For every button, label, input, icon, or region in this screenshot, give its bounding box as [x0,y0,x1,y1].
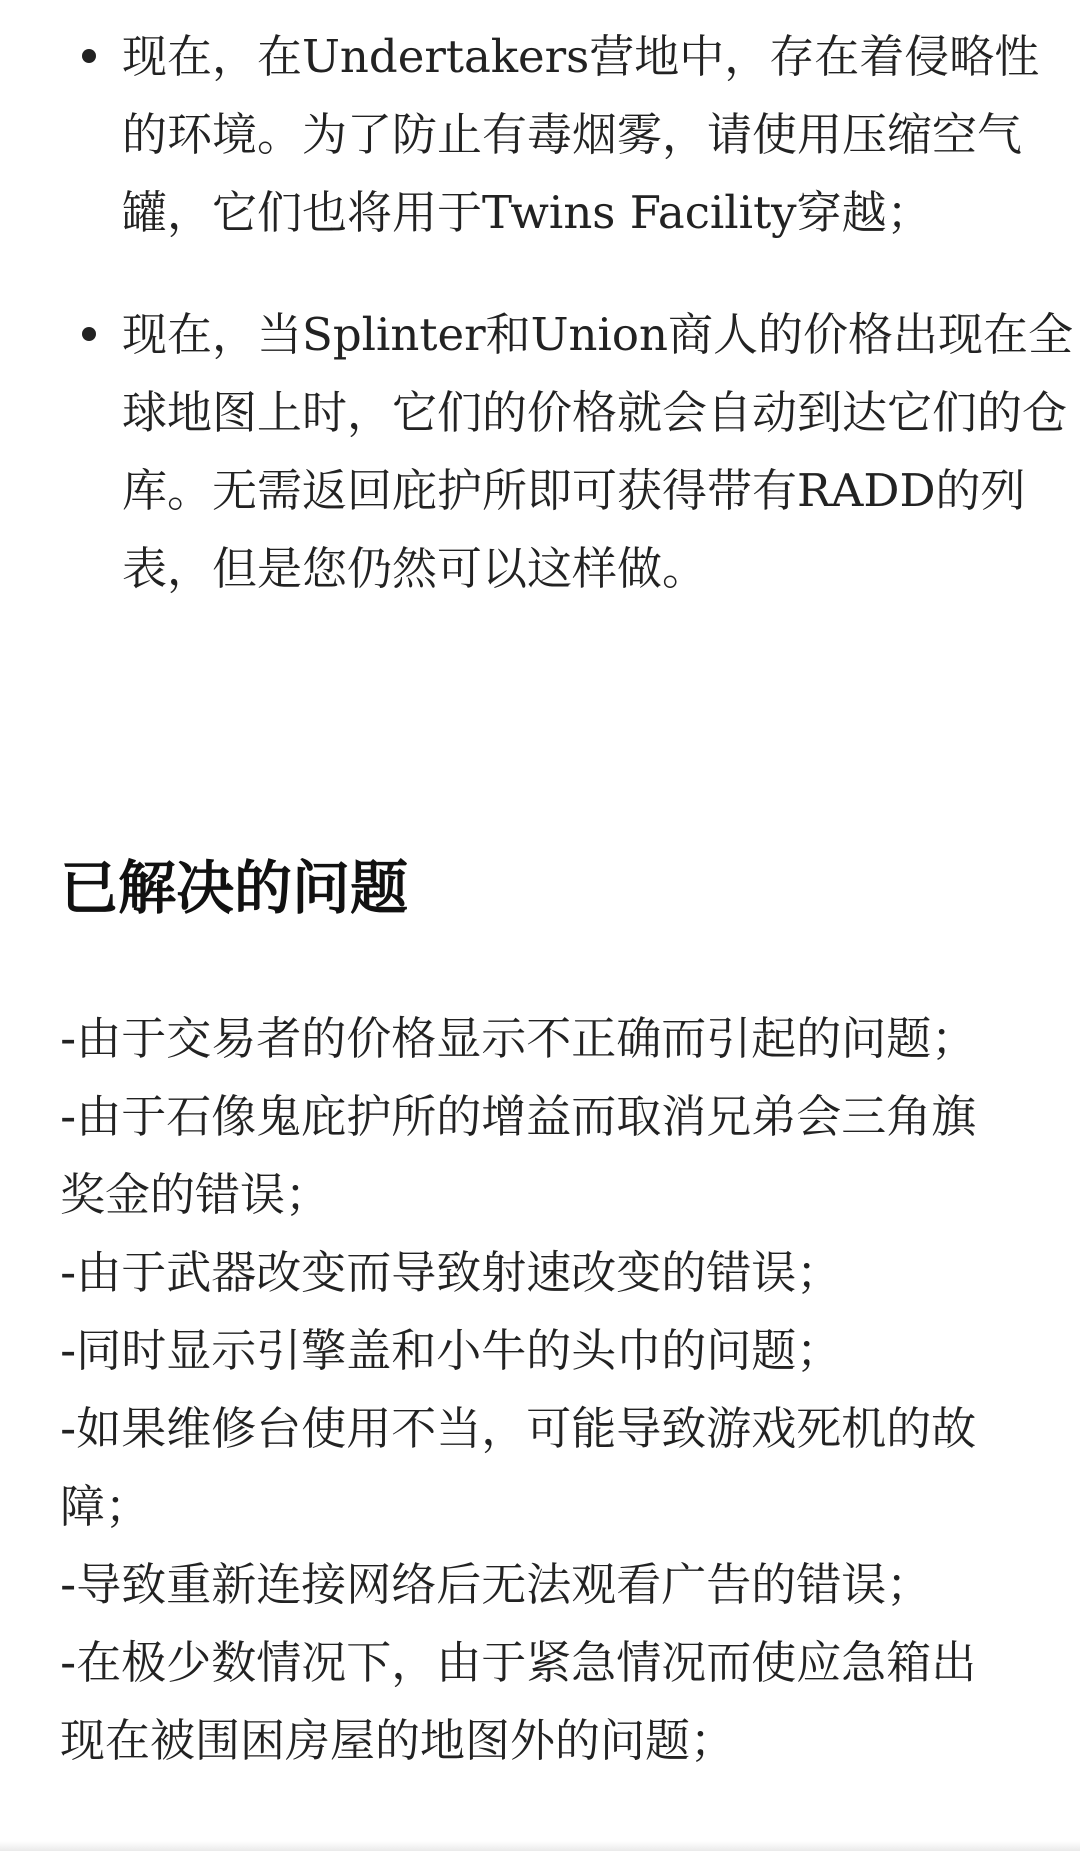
list-item: -导致重新连接网络后无法观看广告的错误； [60,1558,932,1611]
list-item: -由于武器改变而导致射速改变的错误； [60,1246,842,1299]
section-heading-resolved-issues: 已解决的问题 [60,854,409,922]
list-item: -由于交易者的价格显示不正确而引起的问题； [60,1012,977,1065]
feature-bullet-list [60,18,1073,652]
bullet-dot-icon [82,327,96,341]
resolved-issues-list [60,1000,1010,1780]
list-item: -由于石像鬼庇护所的增益而取消兄弟会三角旗奖金的错误； [60,1090,977,1221]
list-item: -同时显示引擎盖和小牛的头巾的问题； [60,1324,842,1377]
bullet-item [60,18,1060,252]
bullet-text: 现在，当Splinter和Union商人的价格出现在全球地图上时，它们的价格就会自动到达它们的仓库。无需返回庇护所即可获得带有RADD的列表，但是您仍然可以这样做。 [122,308,1073,595]
bullet-text: 现在，在Undertakers营地中，存在着侵略性的环境。为了防止有毒烟雾，请使用压缩空气罐，它们也将用于Twins Facility穿越； [122,30,1040,239]
list-item: -在极少数情况下，由于紧急情况而使应急箱出现在被围困房屋的地图外的问题； [60,1636,977,1767]
bullet-item [60,296,1073,608]
bottom-edge-shadow [0,1841,1080,1851]
bullet-dot-icon [82,49,96,63]
list-item: -如果维修台使用不当，可能导致游戏死机的故障； [60,1402,977,1533]
